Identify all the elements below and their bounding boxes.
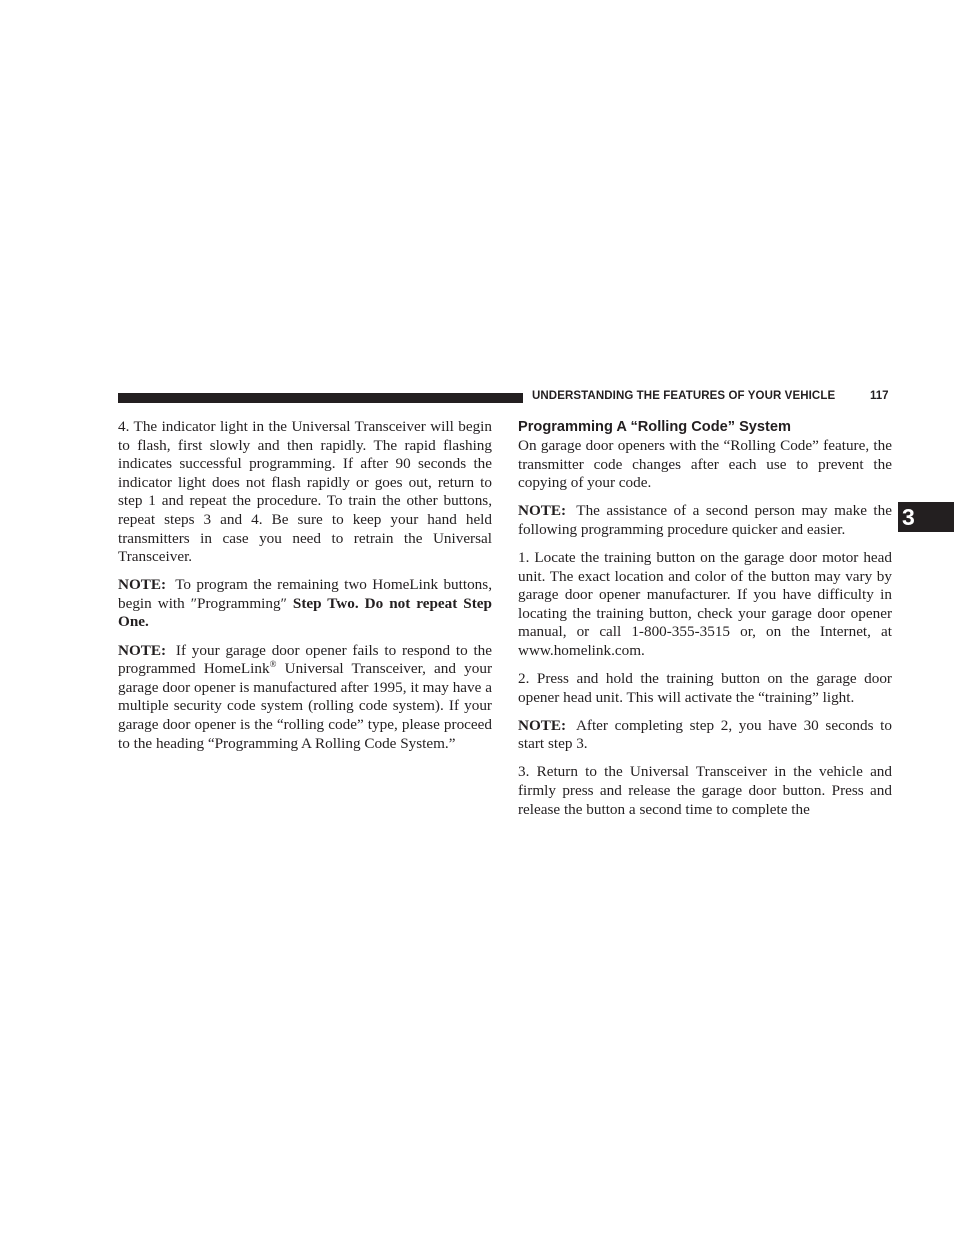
page-number: 117 <box>870 390 889 402</box>
note-label: NOTE: <box>518 502 567 520</box>
paragraph-step-1: 1. Locate the training button on the garage door motor head unit. The exact location and color of the button may vary by garage door opener manufacturer. If you have difficulty in locating the training button, check your garage door opener manual, or call 1-800-355-3515 or, on the Internet, at www.homelink.com. <box>518 548 892 659</box>
note-30-seconds <box>518 717 892 754</box>
paragraph-intro: On garage door openers with the “Rolling Code” feature, the transmitter code changes after each use to prevent the copying of your code. <box>518 437 892 492</box>
note-second-person <box>518 502 892 539</box>
note-text: To program the remaining two HomeLink buttons, begin with ″Programming″ <box>118 576 492 612</box>
header-rule <box>118 393 523 403</box>
note-rolling-code <box>118 642 492 754</box>
note-homelink-buttons <box>118 576 492 632</box>
paragraph-step-4: 4. The indicator light in the Universal Transceiver will begin to flash, first slowly and then rapidly. The rapid flashing indicates successful programming. If after 90 seconds the indicator light does not flash rapidly or goes out, return to step 1 and repeat the procedure. To train the other buttons, repeat steps 3 and 4. Be sure to keep your hand held transmitters in case you need to retrain the Universal Transceiver. <box>118 418 492 566</box>
left-column <box>118 418 492 763</box>
note-label: NOTE: <box>118 641 167 659</box>
running-header-title: UNDERSTANDING THE FEATURES OF YOUR VEHICLE <box>532 390 836 402</box>
note-text-after: Universal Transceiver, and your garage door opener is manufactured after 1995, it may have a multiple security code system (rolling code system). If your garage door opener is the “rolling code” type, please proceed to the heading “Programming A Rolling Code System.” <box>118 660 492 752</box>
paragraph-step-3: 3. Return to the Universal Transceiver in the vehicle and firmly press and release the garage door button. Press and release the button a second time to complete the <box>518 763 892 818</box>
paragraph-step-2: 2. Press and hold the training button on the garage door opener head unit. This will activate the “training” light. <box>518 670 892 706</box>
note-text-before: If your garage door opener fails to respond to the programmed HomeLink <box>118 641 493 678</box>
note-text: The assistance of a second person may make the following programming procedure quicker and easier. <box>518 502 892 538</box>
right-column <box>518 418 892 829</box>
note-label: NOTE: <box>118 576 167 594</box>
note-text: After completing step 2, you have 30 seconds to start step 3. <box>518 716 892 753</box>
chapter-tab: 3 <box>898 502 954 532</box>
section-heading: Programming A “Rolling Code” System <box>518 419 791 435</box>
note-bold-text: Step Two. Do not repeat Step One. <box>118 594 492 631</box>
note-label: NOTE: <box>518 716 567 734</box>
registered-mark: ® <box>269 659 277 670</box>
